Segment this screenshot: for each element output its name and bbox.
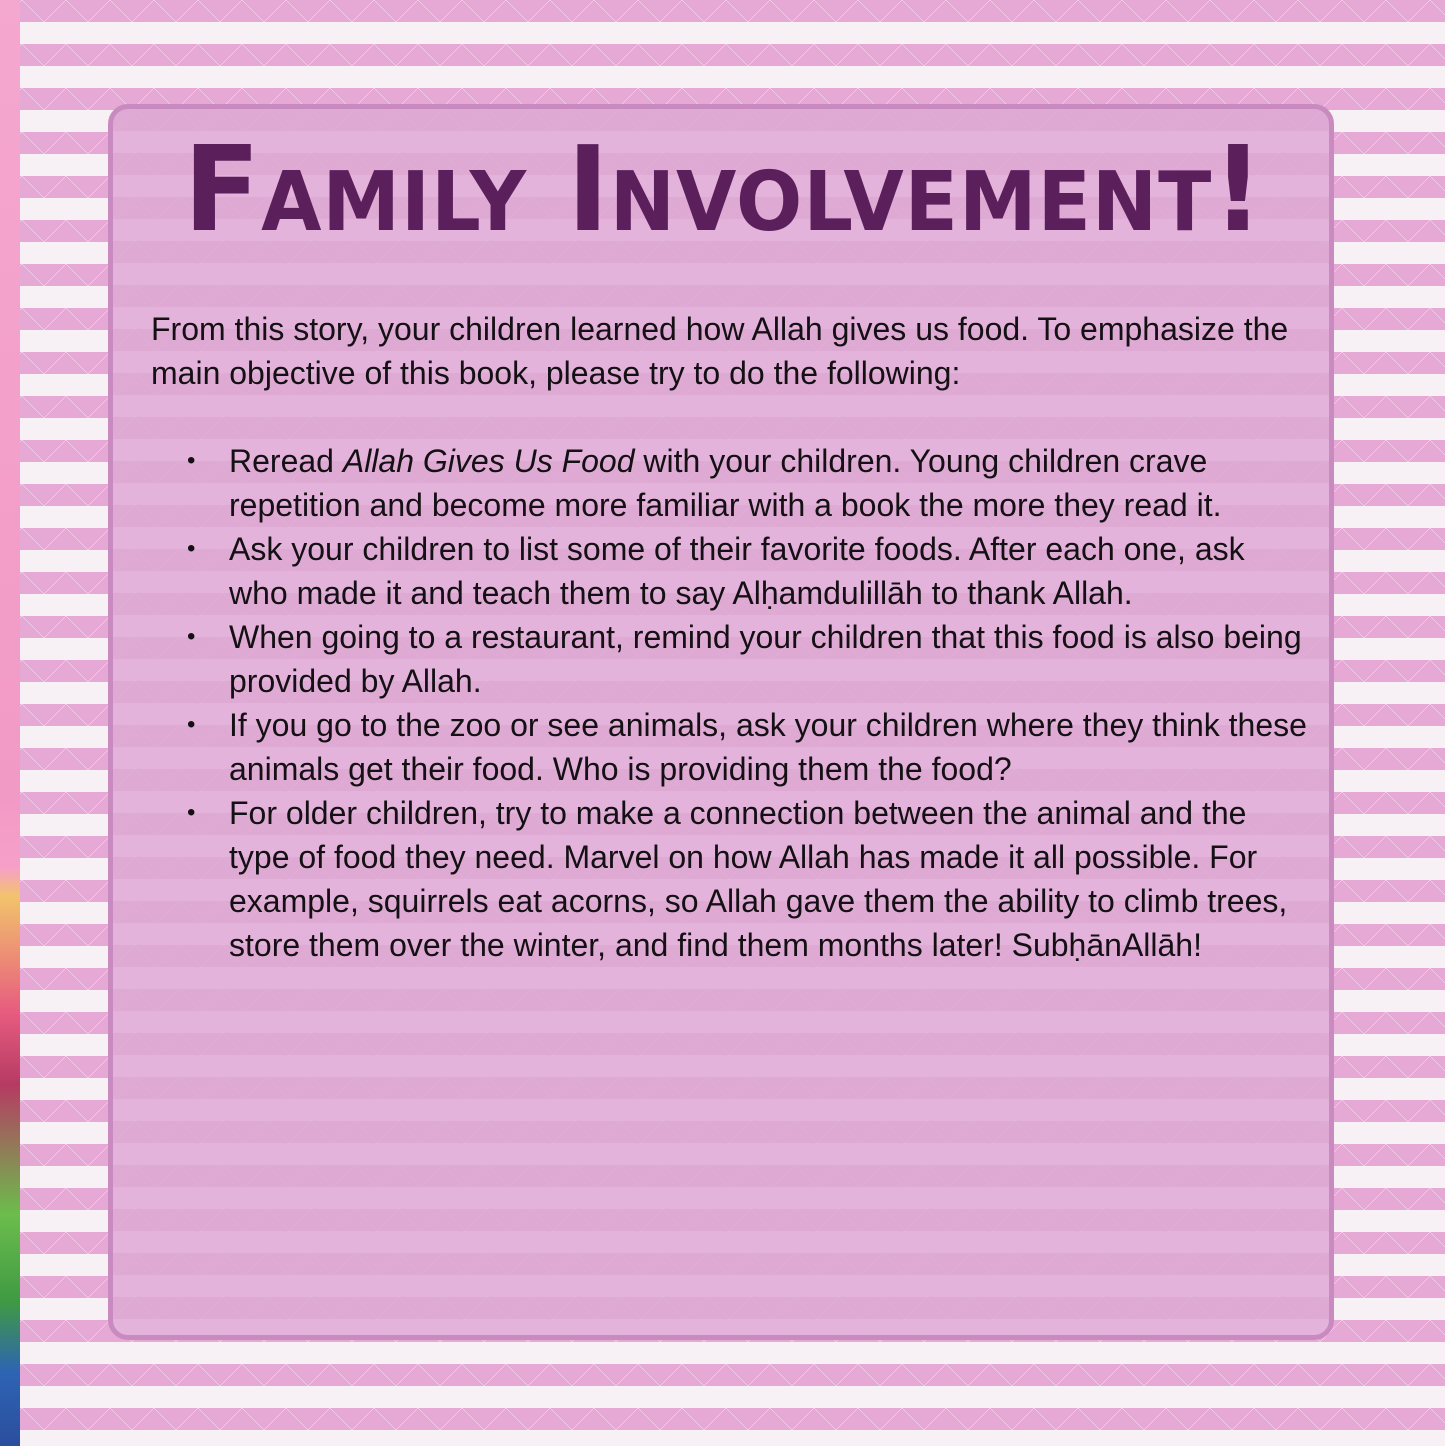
list-item-text-end: with your children. Young children crave repetition and become more familiar with a book the more they read it. xyxy=(229,443,1222,523)
list-item xyxy=(151,527,1311,615)
activity-list xyxy=(151,439,1311,967)
list-item xyxy=(151,439,1311,527)
book-title: Allah Gives Us Food xyxy=(342,443,635,479)
list-item xyxy=(151,615,1311,703)
adjacent-page-illustration xyxy=(0,0,20,1446)
list-item xyxy=(151,791,1311,967)
list-item xyxy=(151,703,1311,791)
list-item-text: When going to a restaurant, remind your children that this food is also being provided by Allah. xyxy=(229,619,1302,699)
intro-paragraph: From this story, your children learned how Allah gives us food. To emphasize the main objective of this book, please try to do the following: xyxy=(151,311,1289,391)
body-text xyxy=(151,307,1311,967)
content-panel xyxy=(108,104,1334,1340)
bullet-icon: • xyxy=(187,623,196,650)
bullet-icon: • xyxy=(187,535,196,562)
list-item-text: For older children, try to make a connection between the animal and the type of food they need. Marvel on how Allah has made it all possible. For example, squirrels eat acorns, so Allah gave them the ability to climb trees, store them over the winter, and find them months later! SubḥānAllāh! xyxy=(229,795,1288,963)
list-item-text: Ask your children to list some of their favorite foods. After each one, ask who made it and teach them to say Alḥamdulillāh to thank Allah. xyxy=(229,531,1245,611)
bullet-icon: • xyxy=(187,447,196,474)
list-item-text: If you go to the zoo or see animals, ask your children where they think these animals get their food. Who is providing them the food? xyxy=(229,707,1307,787)
list-item-text-start: Reread xyxy=(229,443,343,479)
page-title: Family Involvement! xyxy=(183,121,1265,259)
bullet-icon: • xyxy=(187,711,196,738)
bullet-icon: • xyxy=(187,799,196,826)
